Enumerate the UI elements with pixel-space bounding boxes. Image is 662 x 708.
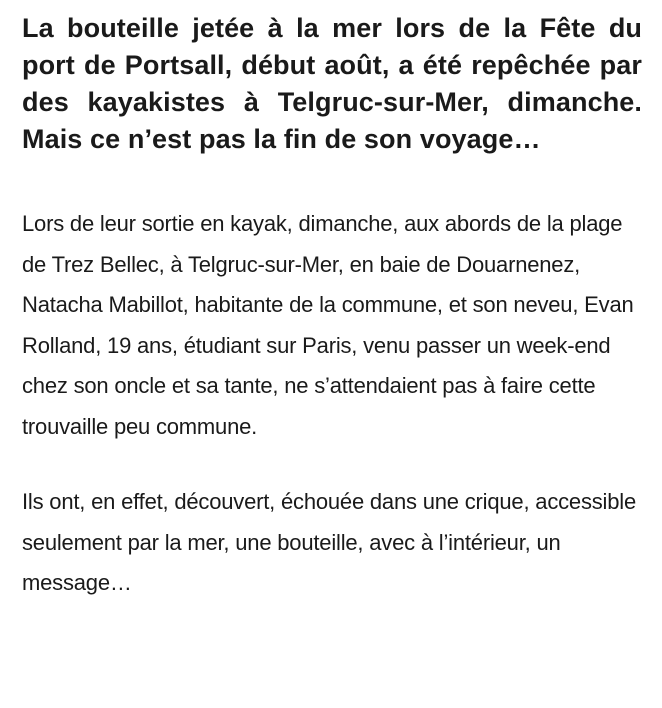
article-paragraph-2: Ils ont, en effet, découvert, échouée dans une crique, accessible seulement par la mer, une bouteille, avec à l’intérieur, un message…	[22, 489, 637, 595]
article-lead: La bouteille jetée à la mer lors de la Fête du port de Portsall, début août, a été repêchée par des kayakistes à Telgruc-sur-Mer, dimanche. Mais ce n’est pas la fin de son voyage…	[22, 13, 642, 154]
article	[22, 10, 642, 604]
article-paragraph-1: Lors de leur sortie en kayak, dimanche, aux abords de la plage de Trez Bellec, à Telgruc-sur-Mer, en baie de Douarnenez, Natacha Mabillot, habitante de la commune, et son neveu, Evan Rolland, 19 ans, étudiant sur Paris, venu passer un week-end chez son oncle et sa tante, ne s’attendaient pas à faire cette trouvaille peu commune.	[22, 211, 634, 439]
